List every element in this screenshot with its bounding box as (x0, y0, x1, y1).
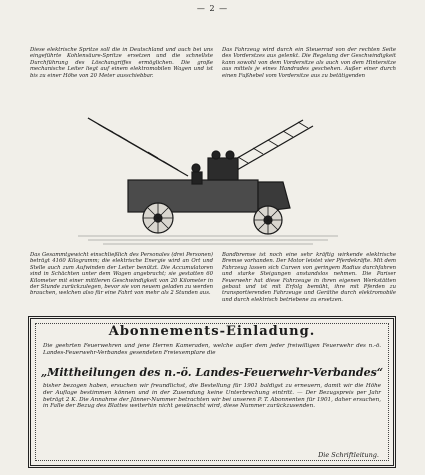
page-number: — 2 — (196, 4, 229, 13)
paragraph: Bandbremse ist noch eine sehr kräftig wirkende elektrische Bremse vorhanden. Der Motor leistet vier Pferdekräfte. Mit dem Fahrzeug lassen sich Curven von geringem Radius durchfahren und starke Steigungen anstandslos nehmen. Die Pariser Feuerwehr hat diese Fahrzeuge in ihren eigenen Werkstätten gebaut und ist mit Erfolg bemüht, ihre mit Pferden zu transportierenden Fahrzeuge und Geräthe durch elektromobile und durch elektrisch betriebene zu ersetzen. (222, 252, 396, 303)
article-text-top-right (222, 47, 396, 79)
paragraph: Die geehrten Feuerwehren und jene Herren Kameraden, welche außer dem jeder freiwilligen Feuerwehr des n.-ö. Landes-Feuerwehr-Verbandes gesendeten Freiexemplare die (43, 343, 381, 356)
paragraph: Das Gesammtgewicht einschließlich des Personales (drei Personen) beträgt 4160 Kilogramm; die elektrische Energie wird an Ort und Stelle auch zum Aufwinden der Leiter benützt. Die Accumulatoren sind in Schächten unter dem Wagen angebracht; sie gestatten 60 Kilometer mit einer mittleren Geschwindigkeit von 20 Kilometer in der Stunde zurückzulegen, bevor sie von neuem geladen zu werden brauchen, welchen also für eine Fahrt von mehr als 2 Stunden aus. (30, 252, 213, 297)
paragraph: Diese elektrische Spritze soll die in Deutschland und auch bei uns eingeführte Kohlensäure-Spritze ersetzen und die schnellste Durchführung des Löschangriffes ermöglichen. Die große mechanische Leiter liegt auf einem elektromobilen Wagen und ist bis zu einer Höhe von 20 Meter ausschiebbar. (30, 47, 213, 79)
article-text-bottom-left (30, 252, 213, 297)
notice-title: Abonnements-Einladung. (108, 324, 316, 339)
article-text-bottom-right (222, 252, 396, 303)
journal-title: „Mittheilungen des n.-ö. Landes-Feuerwehr-Verbandes“ (40, 366, 384, 379)
fire-engine-illustration (58, 100, 358, 250)
paragraph: Das Fahrzeug wird durch ein Steuerrad von der rechten Seite des Vorderstzes aus gelenkt. Die Regelung der Geschwindigkeit kann sowohl von dem Vordersitze als auch von dem Hintersitze aus mittels je eines Handrades geschehen. Außer einer durch einen Fußhebel vom Vordersitze aus zu betätigenden (222, 47, 396, 79)
notice-body (43, 383, 381, 410)
notice-intro (43, 343, 381, 357)
paragraph: bisher bezogen haben, ersuchen wir freundlichst, die Bestellung für 1901 baldigst zu erneuern, damit wir die Höhe der Auflage bestimmen können und in der Zusendung keine Unterbrechung eintritt. — Der Bezugspreis per Jahr beträgt 2 K. Die Annahme der Jänner-Nummer betrachten wir bei unseren P. T. Abonnenten für 1901, daher ersuchen, in Falle der Bezug des Blattes weiterhin nicht gewünscht wird, diese Nummer zurückzusenden. (43, 383, 381, 410)
signature: Die Schriftleitung. (318, 451, 379, 459)
article-text-top-left (30, 47, 213, 79)
subscription-notice (28, 316, 396, 468)
